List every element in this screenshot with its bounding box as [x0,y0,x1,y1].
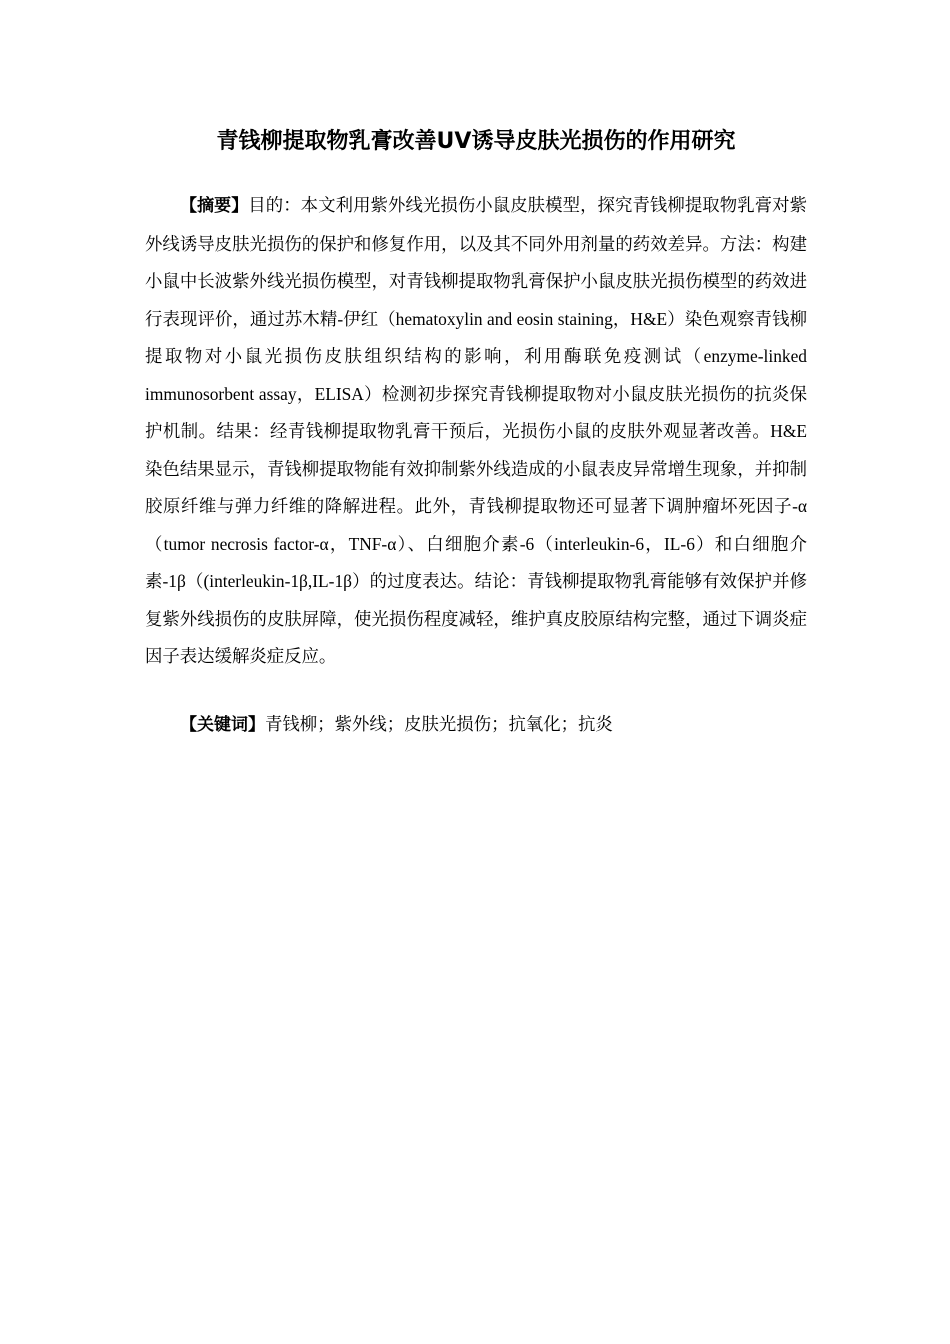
abstract-text: 目的：本文利用紫外线光损伤小鼠皮肤模型，探究青钱柳提取物乳膏对紫外线诱导皮肤光损伤的保护和修复作用，以及其不同外用剂量的药效差异。方法：构建小鼠中长波紫外线光损伤模型，对青钱柳提取物乳膏保护小鼠皮肤光损伤模型的药效进行表现评价，通过苏木精-伊红（hematoxylin and eosin staining，H&E）染色观察青钱柳提取物对小鼠光损伤皮肤组织结构的影响，利用酶联免疫测试（enzyme-linked immunosorbent assay，ELISA）检测初步探究青钱柳提取物对小鼠皮肤光损伤的抗炎保护机制。结果：经青钱柳提取物乳膏干预后，光损伤小鼠的皮肤外观显著改善。H&E染色结果显示，青钱柳提取物能有效抑制紫外线造成的小鼠表皮异常增生现象，并抑制胶原纤维与弹力纤维的降解进程。此外，青钱柳提取物还可显著下调肿瘤坏死因子-α（tumor necrosis factor-α，TNF-α）、白细胞介素-6（interleukin-6，IL-6）和白细胞介素-1β（(interleukin-1β,IL-1β）的过度表达。结论：青钱柳提取物乳膏能够有效保护并修复紫外线损伤的皮肤屏障，使光损伤程度减轻，维护真皮胶原结构完整，通过下调炎症因子表达缓解炎症反应。 [145,195,808,666]
keywords-label: 【关键词】 [180,715,265,735]
keywords-paragraph [145,706,807,745]
abstract-label: 【摘要】 [180,196,249,216]
abstract-paragraph [145,187,807,676]
keywords-text: 青钱柳；紫外线；皮肤光损伤；抗氧化；抗炎 [265,714,613,734]
paper-title: 青钱柳提取物乳膏改善UV诱导皮肤光损伤的作用研究 [216,129,736,154]
